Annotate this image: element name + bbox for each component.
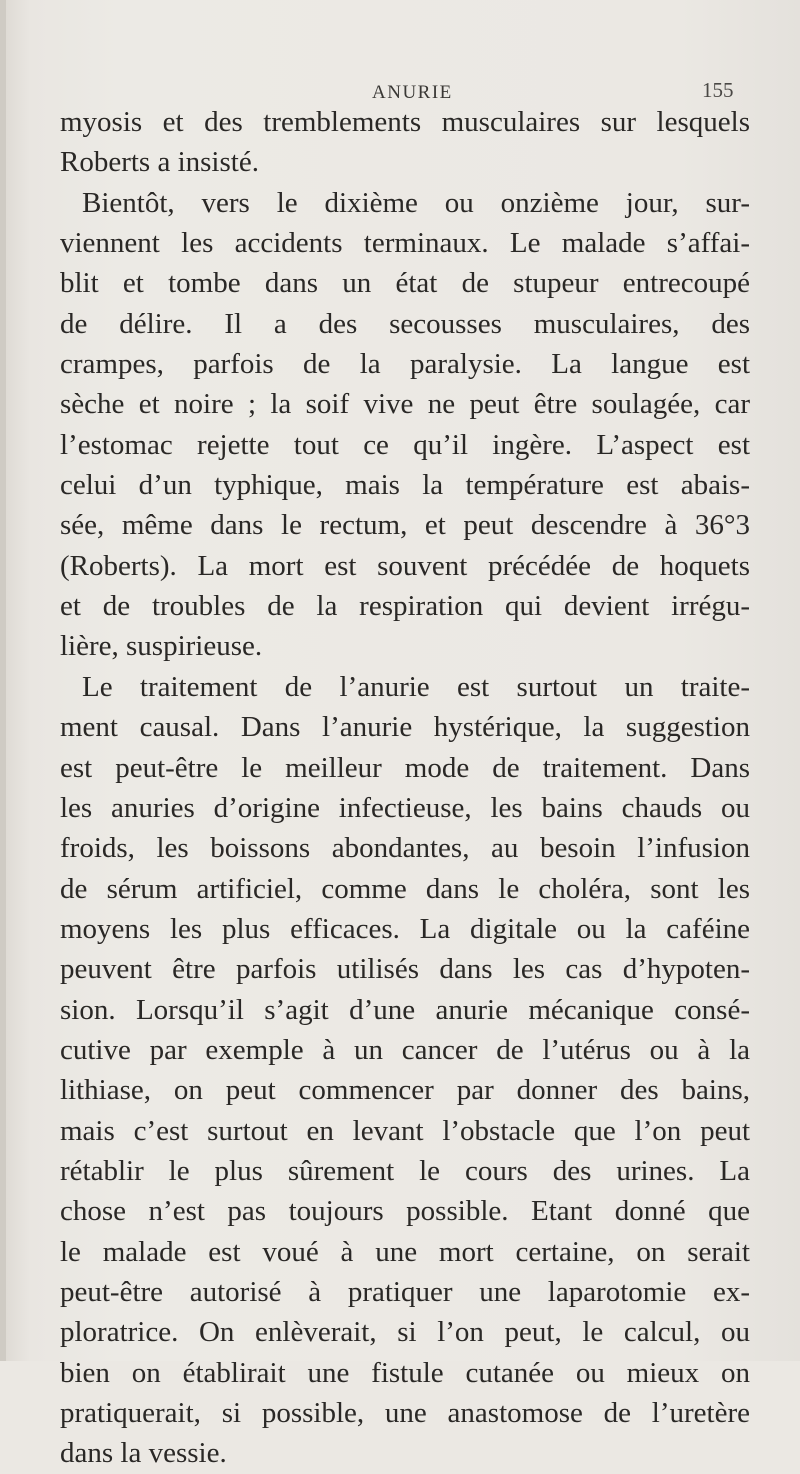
text-line: lière, suspirieuse. bbox=[60, 630, 263, 663]
text-line: blit et tombe dans un état de stupeur entrecoupé bbox=[60, 267, 750, 300]
text-line: myosis et des tremblements musculaires sur lesquels bbox=[60, 106, 750, 138]
text-line: de délire. Il a des secousses musculaires, des bbox=[60, 307, 750, 340]
text-line: ment causal. Dans l’anurie hystérique, la suggestion bbox=[60, 711, 750, 744]
text-line: le malade est voué à une mort certaine, on serait bbox=[60, 1235, 750, 1268]
text-line: peuvent être parfois utilisés dans les cas d’hypoten- bbox=[60, 953, 750, 986]
text-line: viennent les accidents terminaux. Le malade s’affai- bbox=[60, 227, 750, 260]
text-line: est peut-être le meilleur mode de traitement. Dans bbox=[60, 751, 750, 784]
text-line: froids, les boissons abondantes, au besoin l’infusion bbox=[60, 832, 750, 865]
text-line: Le traitement de l’anurie est surtout un traite- bbox=[82, 670, 750, 703]
text-line: chose n’est pas toujours possible. Etant donné que bbox=[60, 1195, 750, 1228]
text-line: celui d’un typhique, mais la température est abais- bbox=[60, 469, 750, 502]
text-line: dans la vessie. bbox=[60, 1437, 227, 1470]
page-gutter-shadow bbox=[0, 0, 6, 1361]
text-line: peut-être autorisé à pratiquer une laparotomie ex- bbox=[60, 1275, 750, 1308]
text-line: rétablir le plus sûrement le cours des urines. La bbox=[60, 1154, 750, 1187]
text-line: pratiquerait, si possible, une anastomose de l’uretère bbox=[60, 1397, 750, 1429]
text-line: bien on établirait une fistule cutanée ou mieux on bbox=[60, 1356, 750, 1389]
text-line: et de troubles de la respiration qui devient irrégu- bbox=[60, 590, 750, 623]
text-line: lithiase, on peut commencer par donner des bains, bbox=[60, 1074, 750, 1107]
text-line: sèche et noire ; la soif vive ne peut être soulagée, car bbox=[60, 388, 750, 421]
text-line: sion. Lorsqu’il s’agit d’une anurie mécanique consé- bbox=[60, 993, 750, 1026]
text-line: l’estomac rejette tout ce qu’il ingère. L’aspect est bbox=[60, 428, 750, 461]
text-line: de sérum artificiel, comme dans le choléra, sont les bbox=[60, 872, 750, 905]
text-line: moyens les plus efficaces. La digitale ou la caféine bbox=[60, 912, 750, 945]
text-line: les anuries d’origine infectieuse, les bains chauds ou bbox=[60, 791, 750, 824]
text-line: Bientôt, vers le dixième ou onzième jour, sur- bbox=[82, 186, 750, 219]
text-line: Roberts a insisté. bbox=[60, 146, 259, 179]
body-text bbox=[60, 102, 750, 1474]
text-line: mais c’est surtout en levant l’obstacle que l’on peut bbox=[60, 1114, 750, 1147]
text-line: crampes, parfois de la paralysie. La langue est bbox=[60, 348, 750, 381]
text-line: ploratrice. On enlèverait, si l’on peut, le calcul, ou bbox=[60, 1316, 750, 1349]
running-head-title: ANURIE bbox=[372, 82, 453, 103]
text-line: sée, même dans le rectum, et peut descendre à 36°3 bbox=[60, 509, 750, 542]
text-line: (Roberts). La mort est souvent précédée de hoquets bbox=[60, 549, 750, 582]
page-number: 155 bbox=[702, 78, 734, 102]
text-line: cutive par exemple à un cancer de l’utérus ou à la bbox=[60, 1033, 750, 1066]
